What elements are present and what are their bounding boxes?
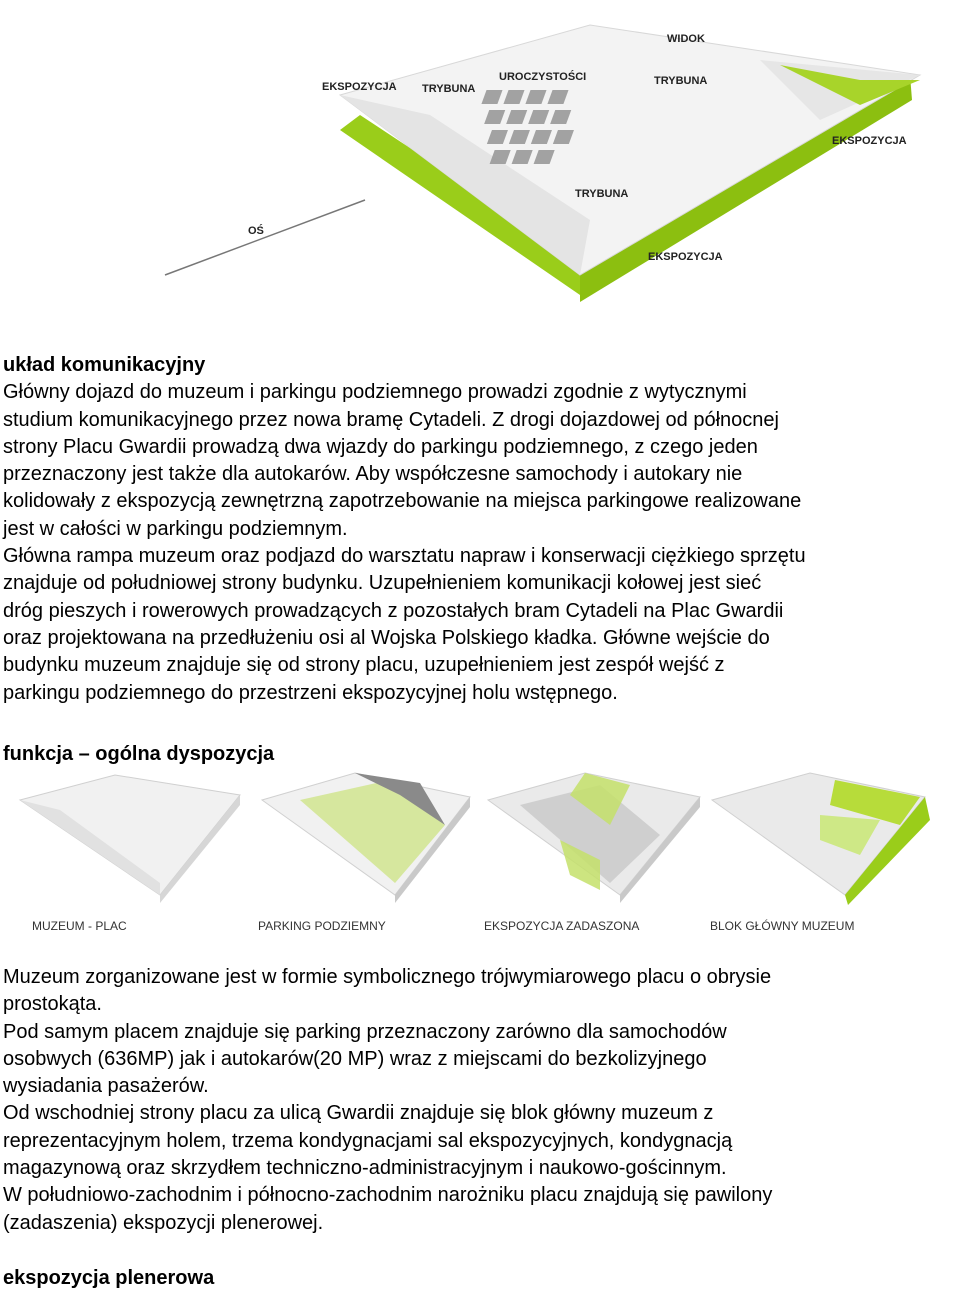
paragraph-line: W południowo-zachodnim i północno-zachodnim narożniku placu znajdują się pawilony <box>3 1184 773 1207</box>
label-os: OŚ <box>248 225 264 237</box>
site-axonometric-diagram <box>160 20 960 320</box>
axis-line <box>165 200 365 275</box>
paragraph-line: magazynową oraz skrzydłem techniczno-administracyjnym i naukowo-gościnnym. <box>3 1157 727 1180</box>
label-covered-exhibition: EKSPOZYCJA ZADASZONA <box>484 919 640 933</box>
heading-function: funkcja – ogólna dyspozycja <box>3 743 275 765</box>
paragraph-line: Pod samym placem znajduje się parking przeznaczony zarówno dla samochodów <box>3 1020 727 1043</box>
paragraph-line: osobwych (636MP) jak i autokarów(20 MP) wraz z miejscami do bezkolizyjnego <box>3 1047 707 1070</box>
diagram-covered-exhibition <box>488 773 700 903</box>
section-traffic-layout <box>3 352 958 707</box>
paragraph-line: (zadaszenia) ekspozycji plenerowej. <box>3 1211 324 1234</box>
paragraph-line: studium komunikacyjnego przez nowa bramę Cytadeli. Z drogi dojazdowej od północnej <box>3 408 779 431</box>
heading-traffic-layout: układ komunikacyjny <box>3 354 206 376</box>
paragraph-line: kolidowały z ekspozycją zewnętrzną zapotrzebowanie na miejsca parkingowe realizowane <box>3 490 802 513</box>
diagram-main-block <box>712 773 930 905</box>
paragraph-line: prostokąta. <box>3 993 102 1016</box>
paragraph-line: wysiadania pasażerów. <box>3 1075 209 1098</box>
paragraph-line: znajduje od południowej strony budynku. Uzupełnieniem komunikacji kołowej jest sieć <box>3 572 762 595</box>
paragraph-line: Muzeum zorganizowane jest w formie symbolicznego trójwymiarowego placu o obrysie <box>3 966 772 988</box>
heading-open-air-exhibition: ekspozycja plenerowa <box>3 1267 215 1289</box>
paragraph-line: jest w całości w parkingu podziemnym. <box>3 517 348 540</box>
paragraph-line: oraz projektowana na przedłużeniu osi al Wojska Polskiego kładka. Główne wejście do <box>3 626 770 649</box>
label-ekspozycja-right: EKSPOZYCJA <box>832 135 907 147</box>
diagram-museum-plaza <box>20 775 240 903</box>
label-underground-parking: PARKING PODZIEMNY <box>258 919 386 933</box>
label-ekspozycja-bottom: EKSPOZYCJA <box>648 251 723 263</box>
label-trybuna-bottom: TRYBUNA <box>575 188 629 200</box>
label-ekspozycja-left: EKSPOZYCJA <box>322 81 397 93</box>
label-main-block: BLOK GŁÓWNY MUZEUM <box>710 919 855 933</box>
label-trybuna-left: TRYBUNA <box>422 83 476 95</box>
diagram-underground-parking <box>262 773 470 903</box>
paragraph-line: dróg pieszych i rowerowych prowadzących z pozostałych bram Cytadeli na Plac Gwardii <box>3 599 784 622</box>
paragraph-line: reprezentacyjnym holem, trzema kondygnacjami sal ekspozycyjnych, kondygnacją <box>3 1129 733 1152</box>
label-trybuna-right: TRYBUNA <box>654 75 708 87</box>
paragraph-line: Od wschodniej strony placu za ulicą Gwardii znajduje się blok główny muzeum z <box>3 1102 714 1125</box>
label-museum-plaza: MUZEUM - PLAC <box>32 919 127 933</box>
paragraph-line: przeznaczony jest także dla autokarów. Aby współczesne samochody i autokary nie <box>3 463 743 486</box>
paragraph-line: parkingu podziemnego do przestrzeni ekspozycyjnej holu wstępnego. <box>3 681 618 704</box>
section-function-text <box>3 964 958 1237</box>
paragraph-line: Główna rampa muzeum oraz podjazd do warsztatu napraw i konserwacji ciężkiego sprzętu <box>3 545 806 568</box>
label-widok: WIDOK <box>667 33 705 45</box>
paragraph-line: strony Placu Gwardii prowadzą dwa wjazdy do parkingu podziemnego, z czego jeden <box>3 435 758 458</box>
paragraph-line: Główny dojazd do muzeum i parkingu podziemnego prowadzi zgodnie z wytycznymi <box>3 381 747 404</box>
function-diagrams <box>0 765 960 940</box>
label-uroczystosci: UROCZYSTOŚCI <box>499 71 587 83</box>
paragraph-line: budynku muzeum znajduje się od strony placu, uzupełnieniem jest zespół wejść z <box>3 654 725 677</box>
section-open-air-heading-wrap <box>3 1265 958 1292</box>
